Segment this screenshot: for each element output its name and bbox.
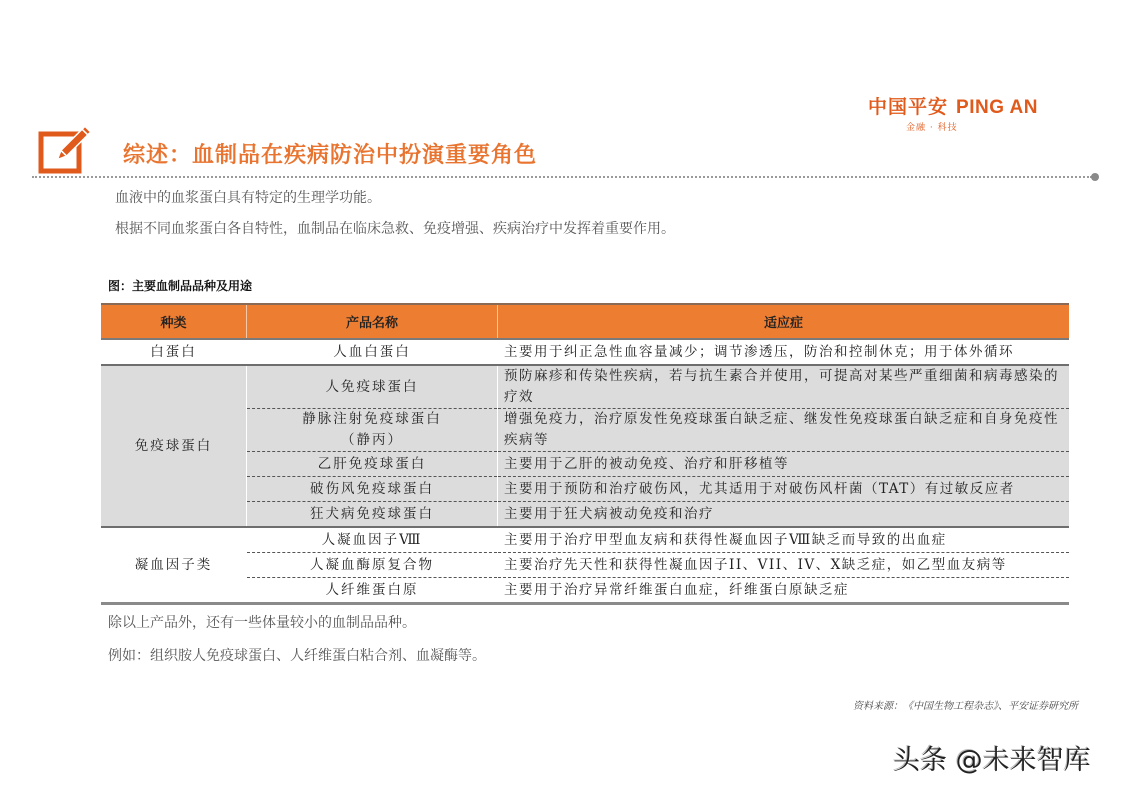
edit-pencil-icon [38, 127, 94, 174]
watermark: 头条 @未来智库 [893, 745, 1091, 776]
indication-cell: 主要用于纠正急性血容量减少；调节渗透压，防治和控制休克；用于体外循环 [498, 339, 1070, 365]
product-name-cell: 人纤维蛋白原 [247, 578, 498, 604]
table-row [101, 452, 1069, 477]
page-title: 综述：血制品在疾病防治中扮演重要角色 [123, 143, 538, 168]
column-header-indication: 适应症 [498, 304, 1070, 339]
logo-tagline: 金融 · 科技 [906, 123, 958, 133]
indication-cell: 主要治疗先天性和获得性凝血因子II、VII、IV、X缺乏症，如乙型血友病等 [498, 553, 1070, 578]
intro-line-1: 血液中的血浆蛋白具有特定的生理学功能。 [115, 190, 381, 206]
indication-cell: 主要用于乙肝的被动免疫、治疗和肝移植等 [498, 452, 1070, 477]
indication-cell: 主要用于狂犬病被动免疫和治疗 [498, 502, 1070, 528]
table-header-row [101, 304, 1069, 339]
indication-cell: 增强免疫力，治疗原发性免疫球蛋白缺乏症、继发性免疫球蛋白缺乏症和自身免疫性疾病等 [498, 409, 1070, 452]
category-cell: 免疫球蛋白 [101, 365, 247, 527]
intro-line-2: 根据不同血浆蛋白各自特性，血制品在临床急救、免疫增强、疾病治疗中发挥着重要作用。 [115, 221, 675, 237]
product-name-cell: 乙肝免疫球蛋白 [247, 452, 498, 477]
table-row [101, 339, 1069, 365]
indication-cell: 预防麻疹和传染性疾病，若与抗生素合并使用，可提高对某些严重细菌和病毒感染的疗效 [498, 365, 1070, 409]
product-name-cell: 破伤风免疫球蛋白 [247, 477, 498, 502]
table-row [101, 502, 1069, 528]
title-divider [32, 176, 1092, 178]
product-name-cell: 人免疫球蛋白 [247, 365, 498, 409]
source-note: 资料来源：《中国生物工程杂志》、平安证券研究所 [853, 701, 1078, 712]
logo-english: PING AN [956, 97, 1038, 118]
indication-cell: 主要用于治疗甲型血友病和获得性凝血因子Ⅷ缺乏而导致的出血症 [498, 527, 1070, 553]
table-row [101, 553, 1069, 578]
product-name-cell: 人凝血酶原复合物 [247, 553, 498, 578]
indication-cell: 主要用于预防和治疗破伤风，尤其适用于对破伤风杆菌（TAT）有过敏反应者 [498, 477, 1070, 502]
product-name-cell: 人凝血因子Ⅷ [247, 527, 498, 553]
figure-caption: 图：主要血制品品种及用途 [108, 279, 253, 293]
table-row [101, 527, 1069, 553]
product-name-cell [247, 409, 498, 452]
category-cell: 白蛋白 [101, 339, 247, 365]
column-header-category: 种类 [101, 304, 247, 339]
category-cell: 凝血因子类 [101, 527, 247, 604]
product-name-cell: 狂犬病免疫球蛋白 [247, 502, 498, 528]
column-header-product: 产品名称 [247, 304, 498, 339]
table-row [101, 578, 1069, 604]
indication-cell: 主要用于治疗异常纤维蛋白血症，纤维蛋白原缺乏症 [498, 578, 1070, 604]
logo-wordmark [868, 92, 1098, 119]
table-row [101, 477, 1069, 502]
outro-line-1: 除以上产品外，还有一些体量较小的血制品品种。 [108, 615, 416, 631]
logo-chinese: 中国平安 [868, 97, 949, 118]
pingan-logo [868, 92, 1098, 133]
divider-end-dot [1091, 173, 1099, 181]
outro-line-2: 例如：组织胺人免疫球蛋白、人纤维蛋白粘合剂、血凝酶等。 [108, 648, 486, 664]
blood-products-table [101, 303, 1069, 605]
product-name-cell: 人血白蛋白 [247, 339, 498, 365]
product-name-line-2: （静丙） [341, 432, 403, 448]
table-row [101, 365, 1069, 409]
product-name-line-1: 静脉注射免疫球蛋白 [302, 411, 442, 427]
table-row [101, 409, 1069, 452]
